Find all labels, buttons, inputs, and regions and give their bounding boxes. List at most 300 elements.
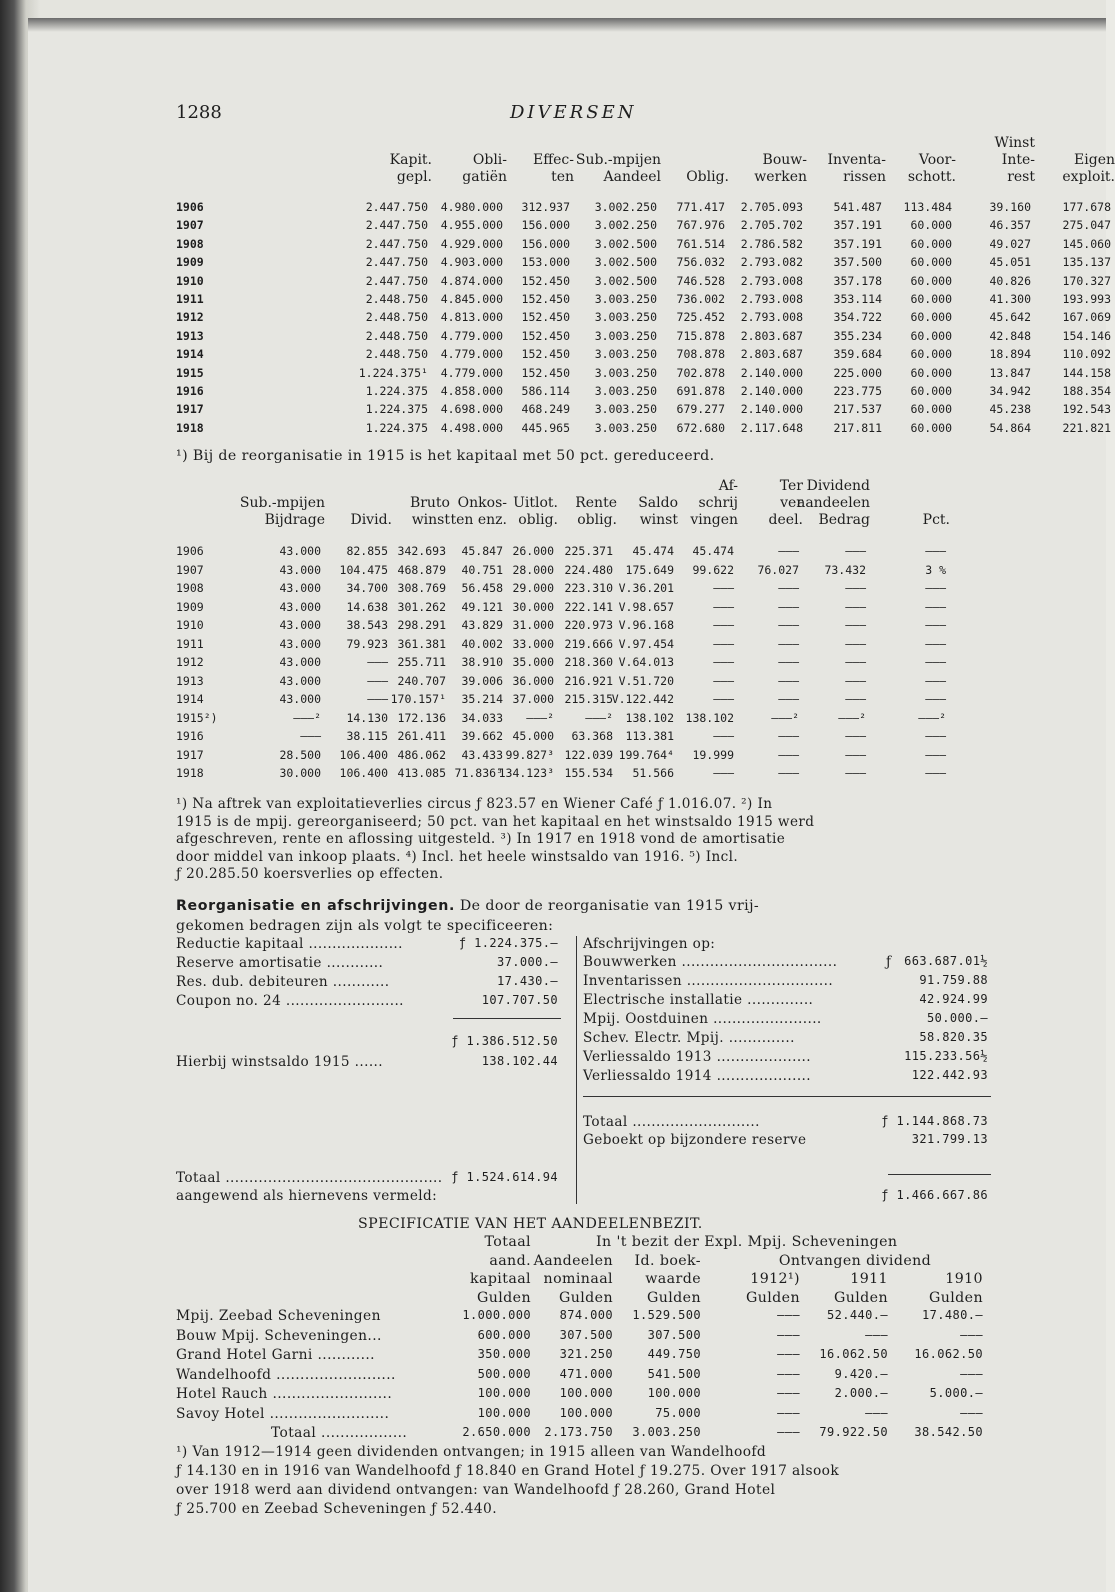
t2-col-header: Bedrag — [818, 512, 870, 528]
t2-cell: 106.400 — [339, 747, 388, 762]
t1-cell: 156.000 — [521, 236, 570, 251]
t1-cell: 39.160 — [989, 200, 1031, 214]
t2-col-header: aandeelen — [796, 495, 870, 511]
t2-cell: 35.214 — [461, 692, 503, 706]
t1-cell: 60.000 — [910, 347, 952, 362]
t2-cell: ——— — [300, 729, 321, 743]
t2-cell: 40.751 — [461, 562, 503, 577]
t1-cell: 708.878 — [676, 347, 725, 362]
t1-cell: 275.047 — [1062, 218, 1111, 233]
t2-cell: 28.500 — [279, 747, 321, 762]
spec-cell: 52.440.— — [827, 1308, 888, 1322]
t1-col-header: exploit. — [1062, 169, 1115, 185]
t2-year: 1911 — [176, 636, 204, 651]
t2-cell: ——— — [713, 655, 734, 669]
t2-col-header: oblig. — [518, 512, 558, 528]
t1-col-header: Obli- — [472, 152, 507, 168]
t2-cell: 82.855 — [346, 544, 388, 558]
t2-cell: 298.291 — [397, 618, 446, 632]
reorg-right-value: 122.442.93 — [911, 1068, 988, 1082]
spec-header: Gulden — [833, 1289, 888, 1306]
spec-header: 1910 — [945, 1271, 983, 1287]
spec-cell: ——— — [865, 1327, 888, 1342]
t2-cell: ——— — [925, 766, 946, 780]
t1-cell: 177.678 — [1062, 200, 1111, 214]
t2-cell: 261.411 — [397, 729, 446, 743]
t2-cell: 45.000 — [512, 729, 554, 743]
t2-cell: 56.458 — [461, 581, 503, 595]
t2-year: 1908 — [176, 581, 204, 595]
spec-header: Id. boek- — [634, 1252, 701, 1269]
t2-cell: ———² — [918, 710, 946, 725]
t1-cell: 2.793.008 — [740, 273, 803, 288]
t1-cell: 541.487 — [833, 200, 882, 214]
t1-cell: 715.878 — [676, 328, 725, 343]
t1-cell: 4.779.000 — [440, 365, 503, 380]
spec-cell: ——— — [777, 1327, 800, 1342]
t1-cell: 3.003.250 — [594, 328, 657, 343]
t2-cell: 14.130 — [346, 710, 388, 725]
t1-cell: 2.793.082 — [740, 255, 803, 270]
t2-cell: ——— — [713, 581, 734, 595]
t1-cell: 4.498.000 — [440, 420, 503, 435]
t2-col-header: Pct. — [922, 512, 950, 528]
t1-cell: 45.051 — [989, 255, 1031, 270]
reorganisatie-intro-line2: gekomen bedragen zijn als volgt te specificeeren: — [176, 918, 554, 934]
t1-cell: 586.114 — [521, 384, 570, 398]
t1-cell: 42.848 — [989, 328, 1031, 343]
t2-col-header: Uitlot. — [513, 495, 558, 511]
spec-cell: 307.500 — [559, 1327, 613, 1342]
spec-row-label: Hotel Rauch ......................... — [176, 1386, 393, 1402]
t1-cell: 4.845.000 — [440, 292, 503, 306]
t1-cell: 355.234 — [833, 328, 882, 343]
t1-cell: 4.858.000 — [440, 384, 503, 398]
t1-col-header: rissen — [843, 169, 886, 185]
t2-cell: ——— — [845, 544, 866, 558]
t2-cell: 43.433 — [461, 747, 503, 762]
spec-header: Gulden — [928, 1289, 983, 1306]
t2-cell: 240.707 — [397, 673, 446, 688]
spec-footnote-line: ƒ 25.700 en Zeebad Scheveningen ƒ 52.440. — [176, 1501, 497, 1517]
t2-cell: ——— — [925, 636, 946, 651]
t2-cell: ———² — [293, 710, 321, 725]
t1-col-header: gepl. — [396, 169, 432, 185]
t1-col-header: Sub.-mpijen — [575, 152, 661, 168]
t1-cell: 154.146 — [1062, 328, 1111, 343]
t1-cell: 60.000 — [910, 420, 952, 435]
t2-year: 1915²) — [176, 710, 218, 725]
t2-cell: 29.000 — [512, 581, 554, 595]
t1-col-header: ten — [551, 169, 574, 185]
t2-year: 1909 — [176, 599, 204, 614]
t2-cell: 43.000 — [279, 581, 321, 595]
currency-sign: ƒ — [886, 954, 892, 970]
t1-cell: 725.452 — [676, 310, 725, 325]
t2-cell: 34.033 — [461, 710, 503, 725]
t2-cell: ——— — [778, 673, 799, 688]
t1-col-header: Effec- — [532, 152, 574, 168]
t2-cell: 215.315 — [564, 692, 613, 706]
spec-cell: 1.000.000 — [462, 1308, 531, 1322]
t1-col-header: Aandeel — [603, 169, 661, 185]
t1-col-header: schott. — [907, 169, 956, 185]
t1-cell: 2.803.687 — [740, 347, 803, 362]
reorg-left-value: 107.707.50 — [481, 993, 558, 1007]
t1-year: 1909 — [176, 255, 204, 270]
spec-cell: 79.922.50 — [819, 1425, 888, 1439]
t2-cell: ——— — [778, 692, 799, 706]
specificatie-group-header: In 't bezit der Expl. Mpij. Scheveningen — [596, 1234, 898, 1250]
t1-cell: 152.450 — [521, 328, 570, 343]
t2-cell: ——— — [845, 599, 866, 614]
t1-cell: 3.003.250 — [594, 402, 657, 417]
t2-footnote-line: door middel van inkoop plaats. ⁴) Incl. het heele winstsaldo van 1916. ⁵) Incl. — [176, 848, 739, 865]
reorg-right-value: 663.687.01½ — [904, 954, 988, 968]
t1-cell: 4.903.000 — [440, 255, 503, 270]
t2-cell: 36.000 — [512, 673, 554, 688]
reorg-right-value: 50.000.— — [927, 1011, 988, 1025]
spec-cell: 500.000 — [477, 1366, 531, 1381]
t1-cell: 2.140.000 — [740, 365, 803, 380]
t2-cell: ——— — [713, 618, 734, 632]
t1-cell: 225.000 — [833, 365, 882, 380]
t2-cell: ——— — [925, 544, 946, 558]
t1-cell: 736.002 — [676, 292, 725, 306]
t2-cell: ——— — [845, 636, 866, 651]
t2-cell: ——— — [925, 618, 946, 632]
t2-year: 1914 — [176, 692, 204, 706]
t1-cell: 60.000 — [910, 384, 952, 398]
t2-cell: V.98.657 — [618, 599, 674, 614]
t2-footnote-line: afgeschreven, rente en aflossing uitgesteld. ³) In 1917 en 1918 vond de amortisatie — [176, 831, 786, 847]
t1-cell: 2.140.000 — [740, 402, 803, 417]
t2-footnote-line: ¹) Na aftrek van exploitatieverlies circus ƒ 823.57 en Wiener Café ƒ 1.016.07. ²) In — [176, 796, 773, 812]
t1-cell: 2.448.750 — [365, 328, 428, 343]
t2-cell: ——— — [845, 581, 866, 595]
t1-year: 1916 — [176, 384, 204, 398]
reorganisatie-heading: Reorganisatie en afschrijvingen. — [176, 898, 455, 914]
t2-cell: ——— — [367, 673, 388, 688]
t2-cell: 45.474 — [692, 544, 734, 558]
t1-cell: 2.793.008 — [740, 292, 803, 306]
t2-year: 1913 — [176, 673, 204, 688]
t1-cell: 691.878 — [676, 384, 725, 398]
t2-cell: ——— — [778, 729, 799, 743]
t2-cell: 38.910 — [461, 655, 503, 669]
t2-col-header: oblig. — [577, 512, 617, 528]
t1-cell: 4.980.000 — [440, 200, 503, 214]
t2-cell: 43.000 — [279, 655, 321, 669]
t1-cell: 170.327 — [1062, 273, 1111, 288]
spec-cell: 2.000.— — [834, 1386, 888, 1400]
spec-footnote-line: ¹) Van 1912—1914 geen dividenden ontvangen; in 1915 alleen van Wandelhoofd — [176, 1444, 767, 1460]
t1-cell: 3.002.500 — [594, 255, 657, 270]
t2-cell: 79.923 — [346, 636, 388, 651]
t1-cell: 3.002.250 — [594, 218, 657, 233]
t2-cell: ——— — [845, 618, 866, 632]
reorg-left-total-label: Totaal .............................................. — [176, 1170, 443, 1186]
t2-cell: ——— — [925, 655, 946, 669]
t2-col-header: Onkos- — [457, 495, 507, 511]
spec-header: Gulden — [745, 1289, 800, 1306]
t2-year: 1917 — [176, 747, 204, 762]
t1-cell: 60.000 — [910, 218, 952, 233]
t2-cell: ——— — [845, 766, 866, 780]
t1-cell: 60.000 — [910, 310, 952, 325]
t1-cell: 40.826 — [989, 273, 1031, 288]
t2-cell: 43.000 — [279, 673, 321, 688]
t2-cell: 30.000 — [512, 599, 554, 614]
t2-cell: 225.371 — [564, 544, 613, 558]
t1-year: 1914 — [176, 347, 204, 362]
t2-cell: ——— — [778, 599, 799, 614]
t2-cell: 106.400 — [339, 766, 388, 780]
spec-cell: 3.003.250 — [632, 1425, 701, 1439]
t2-cell: V.122.442 — [611, 692, 674, 706]
t2-cell: 224.480 — [564, 562, 613, 577]
t1-cell: 3.003.250 — [594, 365, 657, 380]
t2-col-header: Dividend — [806, 478, 870, 494]
t1-cell: 2.447.750 — [365, 255, 428, 270]
t1-col-header: gatiën — [462, 169, 507, 185]
t2-col-header: Divid. — [350, 512, 392, 528]
reorg-right-label: Schev. Electr. Mpij. .............. — [583, 1030, 795, 1046]
t1-cell: 3.003.250 — [594, 420, 657, 435]
t1-cell: 702.878 — [676, 365, 725, 380]
spec-cell: ——— — [777, 1386, 800, 1400]
t1-cell: 217.811 — [833, 420, 882, 435]
spec-header: nominaal — [543, 1271, 613, 1287]
spec-cell: 17.480.— — [922, 1308, 983, 1322]
t1-cell: 2.447.750 — [365, 200, 428, 214]
t2-cell: 43.000 — [279, 618, 321, 632]
t2-col-header: Af- — [718, 478, 738, 494]
t2-cell: 39.662 — [461, 729, 503, 743]
rule — [583, 1096, 991, 1097]
t2-cell: ——— — [925, 581, 946, 595]
t2-col-header: Bijdrage — [264, 512, 325, 528]
reorg-right-label: Bouwwerken ................................. — [583, 954, 838, 970]
t2-cell: ——— — [778, 655, 799, 669]
t2-cell: 3 % — [925, 562, 946, 577]
t2-footnote-line: ƒ 20.285.50 koersverlies op effecten. — [176, 866, 444, 882]
t2-year: 1906 — [176, 544, 204, 558]
t2-cell: 43.000 — [279, 636, 321, 651]
t1-cell: 756.032 — [676, 255, 725, 270]
t1-year: 1915 — [176, 365, 204, 380]
t1-cell: 144.158 — [1062, 365, 1111, 380]
t2-col-header: Rente — [575, 495, 617, 511]
reorg-right-value: 42.924.99 — [919, 992, 988, 1006]
t1-col-header: Kapit. — [389, 152, 432, 168]
t1-col-header: Oblig. — [686, 169, 729, 185]
t2-cell: 49.121 — [461, 599, 503, 614]
t1-cell: 4.698.000 — [440, 402, 503, 417]
t2-cell: ———² — [771, 710, 799, 725]
t1-cell: 3.003.250 — [594, 310, 657, 325]
t1-cell: 156.000 — [521, 218, 570, 233]
t2-cell: 99.622 — [692, 562, 734, 577]
t2-col-header: Bruto — [409, 495, 450, 511]
t1-year: 1907 — [176, 218, 204, 233]
t1-cell: 153.000 — [521, 255, 570, 270]
t2-cell: 43.000 — [279, 544, 321, 558]
t1-col-header: Winst — [994, 135, 1035, 151]
t1-cell: 468.249 — [521, 402, 570, 417]
reorg-right-value: 91.759.88 — [919, 973, 988, 987]
t2-cell: ——— — [778, 747, 799, 762]
t1-cell: 354.722 — [833, 310, 882, 325]
t2-cell: 28.000 — [512, 562, 554, 577]
t1-cell: 2.705.093 — [740, 200, 803, 214]
reorg-left-label: Res. dub. debiteuren ............ — [176, 974, 390, 990]
t1-cell: 192.543 — [1062, 402, 1111, 417]
t1-cell: 746.528 — [676, 273, 725, 288]
spec-row-label: Wandelhoofd ......................... — [176, 1366, 396, 1383]
t1-cell: 2.448.750 — [365, 292, 428, 306]
t2-col-header: schrij — [698, 495, 738, 511]
t2-cell: ——— — [778, 544, 799, 558]
reorg-right-value: 58.820.35 — [919, 1030, 988, 1044]
t2-cell: ——— — [778, 618, 799, 632]
t2-cell: 31.000 — [512, 618, 554, 632]
t2-cell: ——— — [713, 729, 734, 743]
spec-cell: 541.500 — [647, 1366, 701, 1381]
t2-col-header: Sub.-mpijen — [239, 495, 325, 511]
t1-cell: 60.000 — [910, 365, 952, 380]
spec-cell: 100.000 — [559, 1386, 613, 1400]
spec-cell: 1.529.500 — [632, 1308, 701, 1322]
t1-cell: 13.847 — [989, 365, 1031, 380]
t1-cell: 135.137 — [1062, 255, 1111, 270]
t2-cell: 222.141 — [564, 599, 613, 614]
t2-col-header: winst — [639, 512, 678, 528]
reorg-right-reserve-value: 321.799.13 — [911, 1132, 988, 1146]
spec-footnote-line: ƒ 14.130 en in 1916 van Wandelhoofd ƒ 18.840 en Grand Hotel ƒ 19.275. Over 1917 alsook — [176, 1463, 840, 1479]
spec-cell: ——— — [777, 1405, 800, 1420]
spec-header: Totaal — [484, 1234, 531, 1250]
t1-cell: 2.448.750 — [365, 347, 428, 362]
reorg-right-grand-total: ƒ 1.466.667.86 — [881, 1188, 988, 1202]
t1-cell: 60.000 — [910, 292, 952, 306]
t2-year: 1907 — [176, 562, 204, 577]
specificatie-title: SPECIFICATIE VAN HET AANDEELENBEZIT. — [358, 1216, 703, 1232]
rule — [888, 1174, 991, 1175]
t2-cell: 113.381 — [625, 729, 674, 743]
reorg-left-extra-label: Hierbij winstsaldo 1915 ...... — [176, 1054, 383, 1070]
spec-cell: ——— — [960, 1405, 983, 1420]
t1-cell: 679.277 — [676, 402, 725, 417]
t1-cell: 672.680 — [676, 420, 725, 435]
t2-cell: 175.649 — [625, 562, 674, 577]
spec-cell: 75.000 — [655, 1405, 701, 1420]
t1-cell: 152.450 — [521, 365, 570, 380]
spec-cell: ——— — [960, 1366, 983, 1381]
t2-cell: 361.381 — [397, 636, 446, 651]
t2-cell: 19.999 — [692, 747, 734, 762]
t2-cell: 45.474 — [632, 544, 674, 558]
spec-footnote-line: over 1918 werd aan dividend ontvangen: van Wandelhoofd ƒ 28.260, Grand Hotel — [176, 1482, 776, 1498]
t1-cell: 1.224.375¹ — [358, 365, 428, 380]
t2-cell: ——— — [845, 692, 866, 706]
t2-cell: 71.836⁵ — [454, 766, 503, 780]
t2-cell: 301.262 — [397, 599, 446, 614]
t1-cell: 3.003.250 — [594, 292, 657, 306]
t2-cell: ———² — [585, 710, 613, 725]
reorg-right-total-value: ƒ 1.144.868.73 — [881, 1114, 988, 1128]
t1-cell: 152.450 — [521, 310, 570, 325]
reorg-left-subtotal: ƒ 1.386.512.50 — [451, 1034, 558, 1048]
reorg-left-extra-value: 138.102.44 — [481, 1054, 558, 1068]
spec-cell: 16.062.50 — [914, 1347, 983, 1361]
t2-cell: 170.157¹ — [390, 692, 446, 706]
t2-cell: ——— — [367, 692, 388, 706]
t1-cell: 4.779.000 — [440, 328, 503, 343]
t2-cell: 51.566 — [632, 766, 674, 780]
t1-cell: 3.003.250 — [594, 384, 657, 398]
t1-cell: 357.191 — [833, 218, 882, 233]
t1-year: 1908 — [176, 236, 204, 251]
t2-col-header: vingen — [690, 512, 738, 528]
reorg-left-label: Reserve amortisatie ............ — [176, 955, 384, 971]
t2-cell: ——— — [845, 673, 866, 688]
spec-cell: 38.542.50 — [914, 1425, 983, 1439]
t2-cell: ——— — [925, 692, 946, 706]
t1-cell: 60.000 — [910, 236, 952, 251]
t2-cell: V.36.201 — [618, 581, 674, 595]
t2-cell: 43.000 — [279, 599, 321, 614]
spec-cell: 100.000 — [559, 1405, 613, 1420]
t1-cell: 188.354 — [1062, 384, 1111, 398]
spec-cell: ——— — [960, 1327, 983, 1342]
t1-cell: 18.894 — [989, 347, 1031, 362]
t2-cell: ——— — [778, 636, 799, 651]
t1-cell: 110.092 — [1062, 347, 1111, 362]
t2-cell: ——— — [713, 766, 734, 780]
spec-header: aand. — [489, 1252, 531, 1269]
t1-cell: 193.993 — [1062, 292, 1111, 306]
t1-cell: 2.447.750 — [365, 236, 428, 251]
reorg-right-value: 115.233.56½ — [904, 1049, 988, 1063]
t2-cell: 122.039 — [564, 747, 613, 762]
reorg-right-label: Electrische installatie .............. — [583, 992, 814, 1008]
column-divider — [576, 936, 577, 1204]
spec-cell: ——— — [865, 1405, 888, 1420]
t2-cell: 38.115 — [346, 729, 388, 743]
t1-cell: 34.942 — [989, 384, 1031, 398]
t1-col-header: Inte- — [1001, 152, 1035, 168]
t1-cell: 217.537 — [833, 402, 882, 417]
t1-year: 1910 — [176, 273, 204, 288]
t2-cell: 33.000 — [512, 636, 554, 651]
t1-cell: 60.000 — [910, 273, 952, 288]
reorg-right-label: Inventarissen ............................... — [583, 973, 834, 989]
t1-cell: 771.417 — [676, 200, 725, 214]
t1-year: 1906 — [176, 200, 204, 214]
t2-cell: 34.700 — [346, 581, 388, 595]
t2-cell: 223.310 — [564, 581, 613, 595]
t1-cell: 145.060 — [1062, 236, 1111, 251]
spec-cell: 449.750 — [647, 1347, 701, 1361]
spec-cell: 100.000 — [477, 1386, 531, 1400]
t2-year: 1916 — [176, 729, 204, 743]
spec-row-label: Savoy Hotel ......................... — [176, 1405, 390, 1422]
t2-cell: 199.764⁴ — [618, 747, 674, 762]
spec-header: Gulden — [476, 1289, 531, 1306]
table1-footnote: ¹) Bij de reorganisatie in 1915 is het kapitaal met 50 pct. gereduceerd. — [176, 448, 715, 464]
t1-year: 1913 — [176, 328, 204, 343]
